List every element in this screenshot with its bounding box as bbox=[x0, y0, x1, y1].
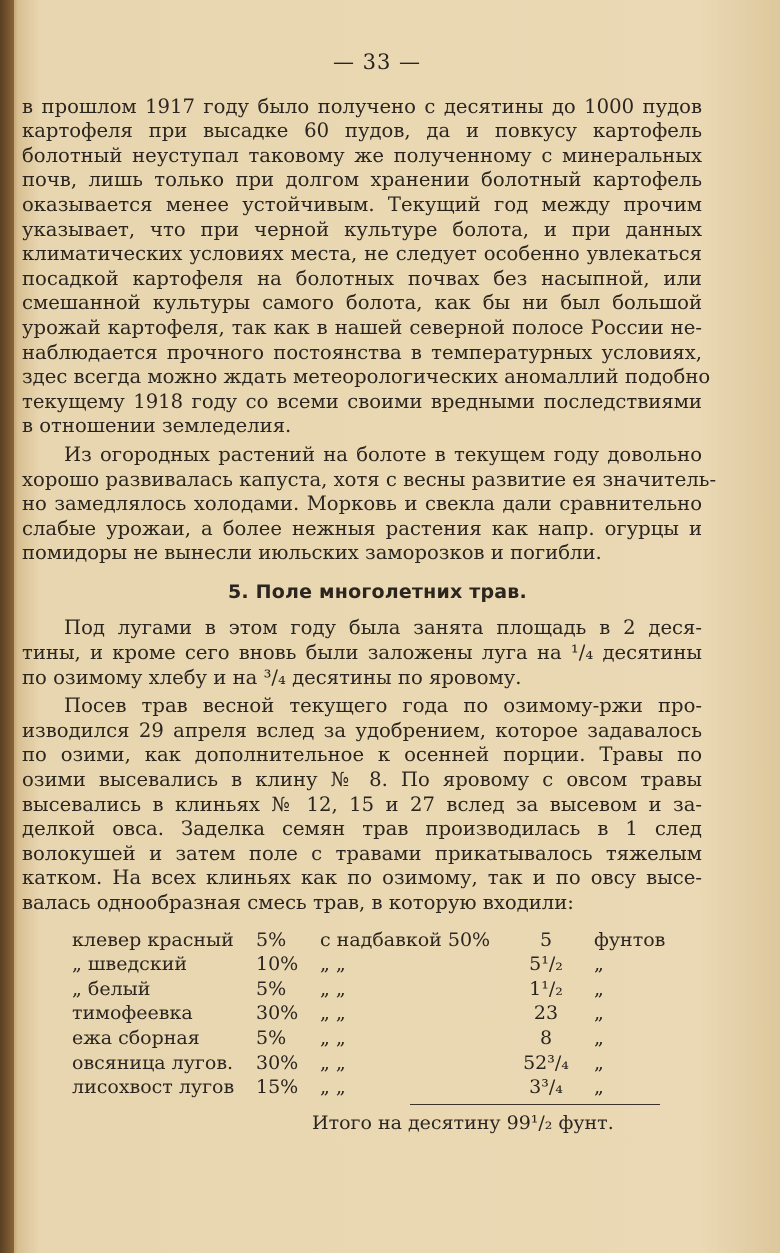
mixture-unit: „ bbox=[594, 1026, 604, 1049]
mixture-unit: „ bbox=[594, 977, 604, 1000]
mixture-name: „ белый bbox=[72, 977, 151, 1000]
text-line: по озими, как дополнительное к осенней порции. Травы по bbox=[22, 743, 702, 767]
text-line: Под лугами в этом году была занята площадь в 2 деся- bbox=[64, 616, 702, 640]
section-heading: 5. Поле многолетних трав. bbox=[228, 580, 527, 603]
mixture-row bbox=[68, 1051, 669, 1076]
mixture-name: тимофеевка bbox=[72, 1002, 193, 1025]
mixture-unit: „ bbox=[594, 1051, 604, 1074]
text-line: указывает, что при черной культуре болота, и при данных bbox=[22, 217, 702, 241]
mixture-row bbox=[68, 1026, 669, 1051]
mixture-amount: 1¹/₂ bbox=[529, 977, 563, 1000]
total-line: Итого на десятину 99¹/₂ фунт. bbox=[312, 1111, 614, 1134]
mixture-amount: 5¹/₂ bbox=[529, 953, 563, 976]
text-line: урожай картофеля, так как в нашей северной полосе России не- bbox=[22, 315, 702, 339]
mixture-pct: 5% bbox=[256, 928, 287, 951]
text-line: озими высевались в клину № 8. По яровому с овсом травы bbox=[22, 768, 702, 792]
text-line: помидоры не вынесли июльских заморозков и погибли. bbox=[22, 541, 602, 565]
mixture-pct: 30% bbox=[256, 1002, 299, 1025]
text-line: Посев трав весной текущего года по озимому-ржи про- bbox=[64, 694, 702, 718]
total-rule bbox=[410, 1104, 660, 1105]
text-line: наблюдается прочного постоянства в температурных условиях, bbox=[22, 340, 702, 364]
mixture-unit: фунтов bbox=[594, 928, 666, 951]
mixture-row bbox=[68, 952, 669, 977]
text-line: оказывается менее устойчивым. Текущий год между прочим bbox=[22, 192, 702, 216]
text-line: хорошо развивалась капуста, хотя с весны развитие ея значитель- bbox=[22, 467, 717, 491]
mixture-row bbox=[68, 1075, 669, 1100]
mixture-pct: 10% bbox=[256, 953, 299, 976]
text-line: в отношении земледелия. bbox=[22, 414, 292, 438]
page-number: — 33 — bbox=[332, 50, 422, 74]
mixture-name: ежа сборная bbox=[72, 1026, 200, 1049]
mixture-note: „ „ bbox=[320, 953, 346, 976]
text-line: Из огородных растений на болоте в текущем году довольно bbox=[64, 442, 702, 466]
mixture-pct: 15% bbox=[256, 1076, 299, 1099]
mixture-pct: 30% bbox=[256, 1051, 299, 1074]
text-line: слабые урожаи, а более нежныя растения как напр. огурцы и bbox=[22, 516, 702, 540]
text-block-bottom bbox=[22, 616, 702, 915]
text-line: посадкой картофеля на болотных почвах без насыпной, или bbox=[22, 266, 702, 290]
text-line: болотный неуступал таковому же полученному с минеральных bbox=[22, 143, 702, 167]
text-line: изводился 29 апреля вслед за удобрением, которое задавалось bbox=[22, 718, 702, 742]
text-line: делкой овса. Заделка семян трав производилась в 1 след bbox=[22, 817, 702, 841]
mixture-amount: 52³/₄ bbox=[523, 1051, 569, 1074]
mixture-note: с надбавкой 50% bbox=[320, 928, 491, 951]
mixture-unit: „ bbox=[594, 1076, 604, 1099]
mixture-unit: „ bbox=[594, 1002, 604, 1025]
mixture-name: овсяница лугов. bbox=[72, 1051, 234, 1074]
mixture-amount: 5 bbox=[539, 928, 553, 951]
text-line: катком. На всех клиньях как по озимому, так и по овсу высе- bbox=[22, 866, 702, 890]
grass-mixture-table bbox=[68, 928, 669, 1100]
paragraph bbox=[22, 616, 702, 690]
paragraph bbox=[22, 442, 717, 566]
mixture-row bbox=[68, 1001, 669, 1026]
mixture-row bbox=[68, 977, 669, 1002]
mixture-amount: 8 bbox=[539, 1026, 553, 1049]
mixture-unit: „ bbox=[594, 953, 604, 976]
mixture-note: „ „ bbox=[320, 1076, 346, 1099]
paragraph bbox=[22, 94, 711, 439]
mixture-note: „ „ bbox=[320, 1002, 346, 1025]
mixture-name: клевер красный bbox=[72, 928, 234, 951]
text-line: климатических условиях места, не следует особенно увлекаться bbox=[22, 242, 702, 266]
text-line: здес всегда можно ждать метеорологических аномаллий подобно bbox=[22, 365, 711, 389]
text-line: почв, лишь только при долгом хранении болотный картофель bbox=[22, 168, 702, 192]
text-line: валась однообразная смесь трав, в которую входили: bbox=[22, 891, 574, 914]
mixture-note: „ „ bbox=[320, 977, 346, 1000]
mixture-note: „ „ bbox=[320, 1026, 346, 1049]
text-line: текущему 1918 году со всеми своими вредными последствиями bbox=[22, 389, 702, 413]
text-line: волокушей и затем поле с травами прикатывалось тяжелым bbox=[22, 841, 702, 865]
text-line: картофеля при высадке 60 пудов, да и повкусу картофель bbox=[22, 119, 702, 143]
text-line: в прошлом 1917 году было получено с десятины до 1000 пудов bbox=[22, 94, 702, 118]
mixture-name: лисохвост лугов bbox=[72, 1076, 235, 1099]
mixture-amount: 23 bbox=[533, 1002, 559, 1025]
text-line: смешанной культуры самого болота, как бы ни был большой bbox=[22, 291, 702, 315]
mixture-row bbox=[68, 928, 669, 953]
text-line: но замедлялось холодами. Морковь и свекла дали сравнительно bbox=[22, 492, 702, 516]
text-block-top bbox=[22, 94, 717, 566]
mixture-amount: 3³/₄ bbox=[529, 1076, 563, 1099]
text-line: по озимому хлебу и на ³/₄ десятины по яровому. bbox=[22, 665, 522, 689]
paragraph bbox=[22, 694, 702, 915]
text-line: высевались в клиньях № 12, 15 и 27 вслед за высевом и за- bbox=[22, 792, 702, 816]
mixture-pct: 5% bbox=[256, 977, 287, 1000]
mixture-note: „ „ bbox=[320, 1051, 346, 1074]
text-line: тины, и кроме сего вновь были заложены луга на ¹/₄ десятины bbox=[22, 641, 702, 665]
page-content bbox=[22, 50, 717, 1135]
book-spine bbox=[0, 0, 14, 1253]
mixture-name: „ шведский bbox=[72, 953, 188, 976]
mixture-pct: 5% bbox=[256, 1026, 287, 1049]
